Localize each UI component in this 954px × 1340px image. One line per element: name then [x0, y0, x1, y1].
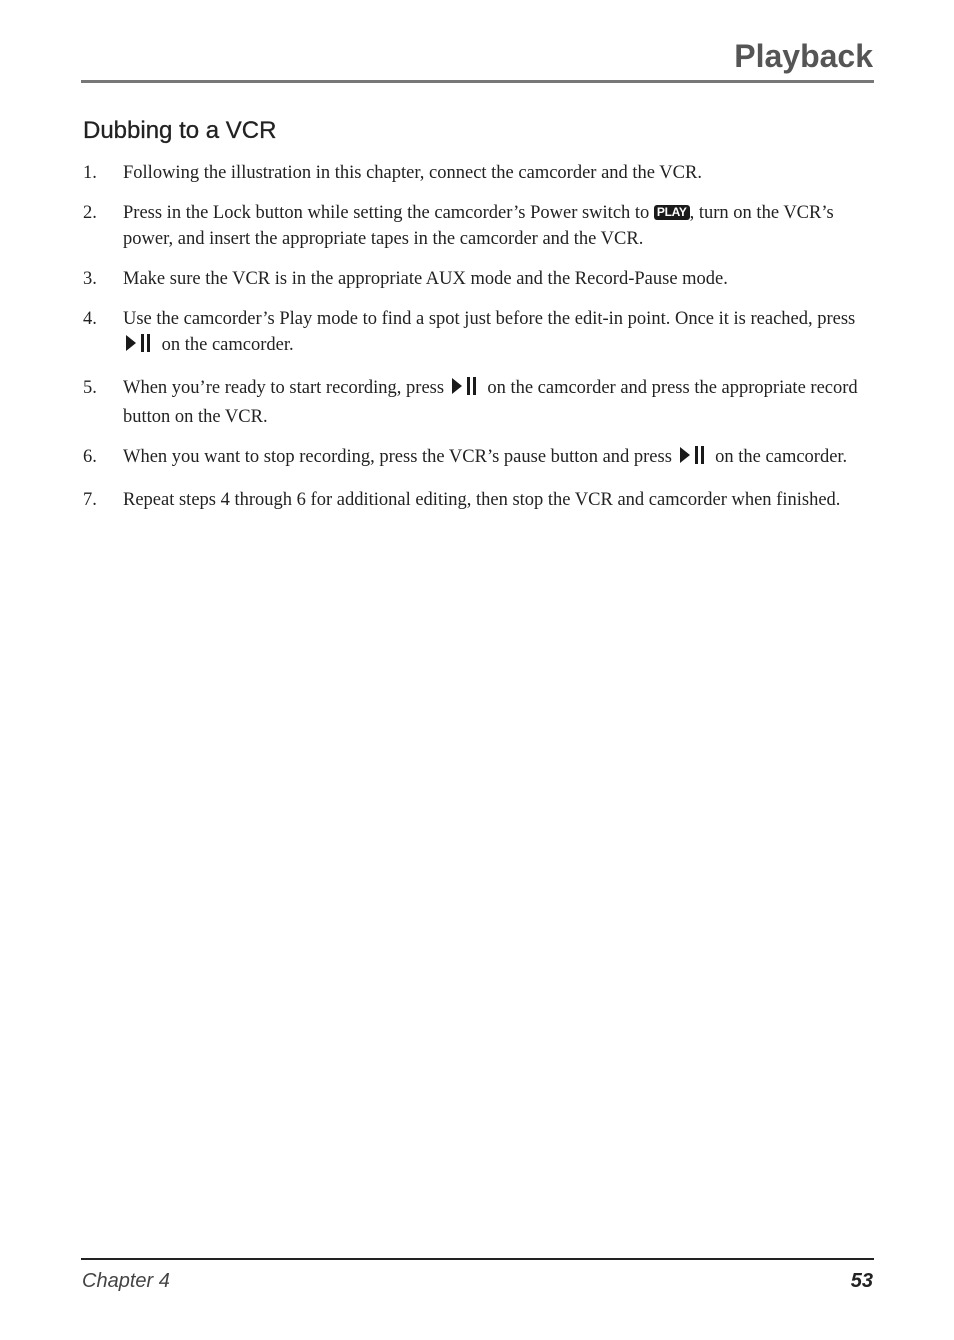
step-text: on the camcorder. [161, 335, 294, 355]
section-heading: Dubbing to a VCR [83, 117, 277, 144]
step-item [83, 200, 873, 252]
step-item [83, 444, 873, 473]
step-text: Make sure the VCR is in the appropriate AUX mode and the Record-Pause mode. [123, 269, 728, 289]
step-text: Repeat steps 4 through 6 for additional editing, then stop the VCR and camcorder when finished. [123, 490, 841, 510]
step-number: 1. [83, 163, 97, 183]
step-text: When you’re ready to start recording, press [123, 378, 445, 398]
play-pause-icon [451, 376, 481, 404]
step-text: Press in the Lock button while setting the camcorder’s Power switch to [123, 203, 650, 223]
step-number: 3. [83, 269, 97, 289]
play-pause-icon [125, 333, 155, 361]
step-item [83, 375, 873, 430]
step-number: 5. [83, 378, 97, 398]
step-number: 4. [83, 309, 97, 329]
step-text: on the camcorder and press the appropriate record button on the VCR. [123, 378, 858, 427]
step-text: Use the camcorder’s Play mode to find a spot just before the edit-in point. Once it is reached, press [123, 309, 856, 329]
header-divider [81, 80, 874, 83]
page-header-title: Playback [734, 38, 873, 74]
play-pause-icon [679, 445, 709, 473]
step-text: When you want to stop recording, press the VCR’s pause button and press [123, 447, 672, 467]
step-number: 7. [83, 490, 97, 510]
steps-list [83, 160, 873, 527]
step-item [83, 266, 873, 292]
footer-chapter-label: Chapter 4 [82, 1270, 170, 1292]
play-badge-icon: PLAY [654, 205, 690, 220]
step-item [83, 306, 873, 361]
footer-divider [81, 1258, 874, 1260]
page-number: 53 [850, 1270, 873, 1292]
step-number: 2. [83, 203, 97, 223]
step-number: 6. [83, 447, 97, 467]
step-text: , turn on the VCR’s power, and insert the appropriate tapes in the camcorder and the VCR. [123, 203, 834, 249]
step-item [83, 160, 873, 186]
step-text: on the camcorder. [715, 447, 848, 467]
step-item [83, 487, 873, 513]
step-text: Following the illustration in this chapter, connect the camcorder and the VCR. [123, 163, 702, 183]
